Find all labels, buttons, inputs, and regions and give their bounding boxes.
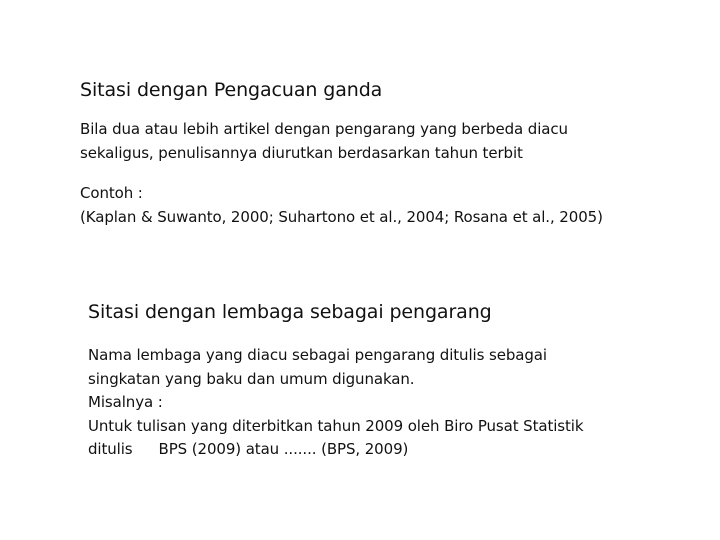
- section-body-institution-author: [88, 344, 583, 462]
- body-line: sekaligus, penulisannya diurutkan berdasarkan tahun terbit: [80, 143, 523, 162]
- body-line: Nama lembaga yang diacu sebagai pengarang ditulis sebagai: [88, 346, 547, 364]
- example-citation: (Kaplan & Suwanto, 2000; Suhartono et al., 2004; Rosana et al., 2005): [80, 207, 603, 226]
- body-line: Untuk tulisan yang diterbitkan tahun 2009 oleh Biro Pusat Statistik: [88, 416, 584, 435]
- example-block: [80, 182, 603, 229]
- body-line-last: [88, 438, 583, 462]
- section-body-multiple-citation: [80, 118, 568, 165]
- last-line-example: BPS (2009) atau ....... (BPS, 2009): [158, 440, 409, 458]
- body-line: Misalnya :: [88, 393, 163, 411]
- last-line-prefix: ditulis: [88, 440, 133, 458]
- section-heading-institution-author: Sitasi dengan lembaga sebagai pengarang: [88, 301, 492, 323]
- example-label: Contoh :: [80, 184, 143, 202]
- section-heading-multiple-citation: Sitasi dengan Pengacuan ganda: [80, 79, 383, 101]
- body-line: singkatan yang baku dan umum digunakan.: [88, 369, 415, 388]
- body-line: Bila dua atau lebih artikel dengan pengarang yang berbeda diacu: [80, 120, 568, 138]
